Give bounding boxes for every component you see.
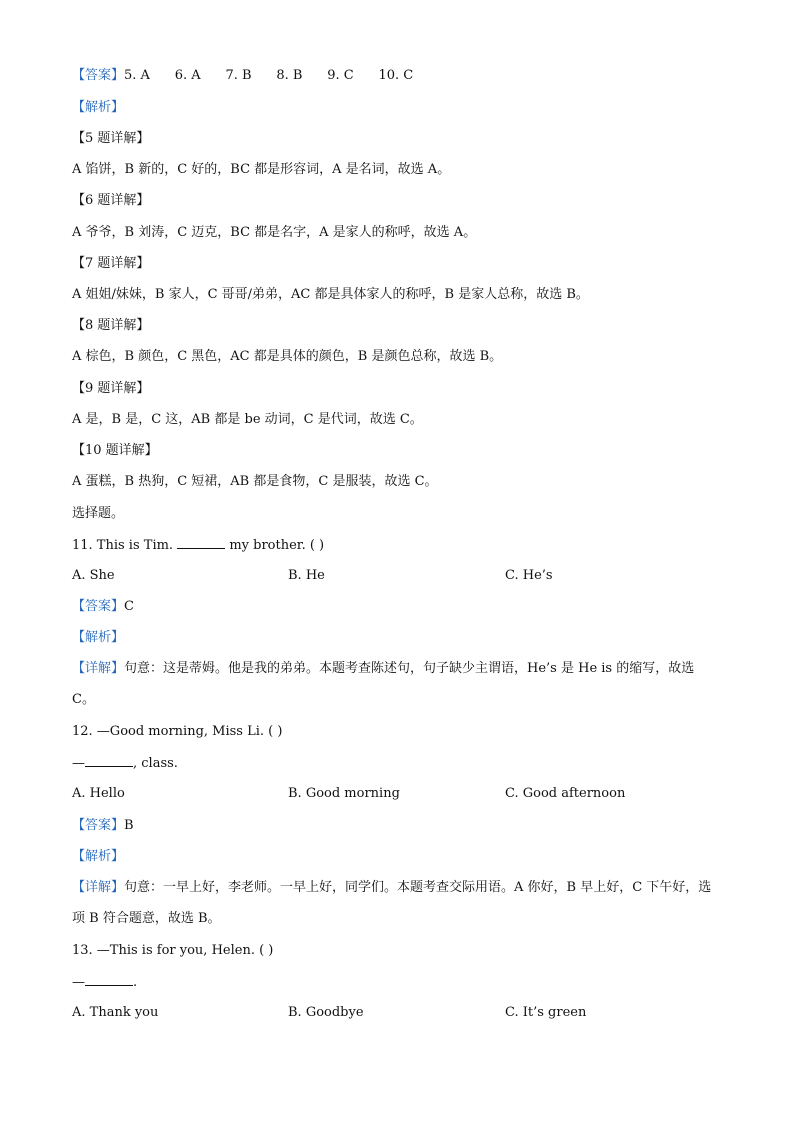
detail-text-6: A 爷爷，B 刘涛，C 迈克，BC 都是名字，A 是家人的称呼，故选 A。 bbox=[72, 225, 477, 240]
question-11-blank bbox=[177, 536, 225, 549]
answer-tag: 【答案】 bbox=[72, 68, 125, 83]
question-13-reply-prefix: — bbox=[72, 975, 85, 990]
question-11-answer-tag: 【答案】 bbox=[72, 599, 125, 614]
question-13-option-a: A. Thank you bbox=[72, 1005, 159, 1020]
question-12-reply-prefix: — bbox=[72, 756, 85, 771]
question-12-answer: B bbox=[124, 818, 134, 833]
detail-heading-10: 【10 题详解】 bbox=[72, 443, 158, 458]
question-11-detail-text: 句意：这是蒂姆。他是我的弟弟。本题考查陈述句，句子缺少主谓语，He’s 是 He is 的缩写，故选 C。 bbox=[72, 661, 695, 707]
detail-heading-6: 【6 题详解】 bbox=[72, 193, 150, 208]
answer-line bbox=[72, 67, 413, 85]
question-12-blank bbox=[85, 754, 133, 767]
question-12-option-a: A. Hello bbox=[72, 786, 125, 801]
detail-heading-5: 【5 题详解】 bbox=[72, 131, 150, 146]
question-12-reply-suffix: , class. bbox=[133, 756, 178, 771]
detail-heading-8: 【8 题详解】 bbox=[72, 318, 150, 333]
question-12-answer-tag: 【答案】 bbox=[72, 818, 125, 833]
question-12-stem: 12. —Good morning, Miss Li. ( ) bbox=[72, 724, 283, 739]
detail-heading-7: 【7 题详解】 bbox=[72, 256, 150, 271]
answer-text: 5. A 6. A 7. B 8. B 9. C 10. C bbox=[124, 68, 414, 83]
question-12-detail-tag: 【详解】 bbox=[72, 880, 125, 895]
detail-heading-9: 【9 题详解】 bbox=[72, 381, 150, 396]
detail-text-8: A 棕色，B 颜色，C 黑色，AC 都是具体的颜色，B 是颜色总称，故选 B。 bbox=[72, 349, 503, 364]
question-13-blank bbox=[85, 973, 133, 986]
question-13-reply-suffix: . bbox=[133, 975, 138, 990]
analysis-tag: 【解析】 bbox=[72, 100, 125, 115]
question-11-stem-after: my brother. ( ) bbox=[225, 538, 325, 553]
question-12-option-b: B. Good morning bbox=[288, 786, 400, 801]
question-12-analysis-tag: 【解析】 bbox=[72, 849, 125, 864]
section-label: 选择题。 bbox=[72, 506, 125, 521]
question-13-reply bbox=[72, 973, 137, 992]
question-11-option-c: C. He’s bbox=[505, 568, 553, 583]
detail-text-10: A 蛋糕，B 热狗，C 短裙，AB 都是食物，C 是服装，故选 C。 bbox=[72, 474, 438, 489]
question-11-answer: C bbox=[124, 599, 134, 614]
question-11-option-a: A. She bbox=[72, 568, 115, 583]
question-13-option-c: C. It’s green bbox=[505, 1005, 587, 1020]
detail-text-5: A 馅饼，B 新的，C 好的，BC 都是形容词，A 是名词，故选 A。 bbox=[72, 162, 451, 177]
question-11-analysis-tag: 【解析】 bbox=[72, 630, 125, 645]
question-11-answer-line bbox=[72, 598, 134, 616]
detail-text-7: A 姐姐/妹妹，B 家人，C 哥哥/弟弟，AC 都是具体家人的称呼，B 是家人总称，故选 B。 bbox=[72, 287, 589, 302]
question-13-option-b: B. Goodbye bbox=[288, 1005, 364, 1020]
question-12-option-c: C. Good afternoon bbox=[505, 786, 626, 801]
question-11-option-b: B. He bbox=[288, 568, 325, 583]
question-11-stem bbox=[72, 536, 324, 555]
question-12-detail bbox=[72, 872, 717, 934]
question-12-detail-text: 句意：一早上好，李老师。一早上好，同学们。本题考查交际用语。A 你好，B 早上好，C 下午好，选项 B 符合题意，故选 B。 bbox=[72, 880, 712, 926]
question-13-stem: 13. —This is for you, Helen. ( ) bbox=[72, 943, 274, 958]
question-12-reply bbox=[72, 754, 178, 773]
question-12-answer-line bbox=[72, 817, 134, 835]
question-11-detail bbox=[72, 653, 717, 715]
detail-text-9: A 是，B 是，C 这，AB 都是 be 动词，C 是代词，故选 C。 bbox=[72, 412, 423, 427]
question-11-stem-before: 11. This is Tim. bbox=[72, 538, 178, 553]
question-11-detail-tag: 【详解】 bbox=[72, 661, 125, 676]
